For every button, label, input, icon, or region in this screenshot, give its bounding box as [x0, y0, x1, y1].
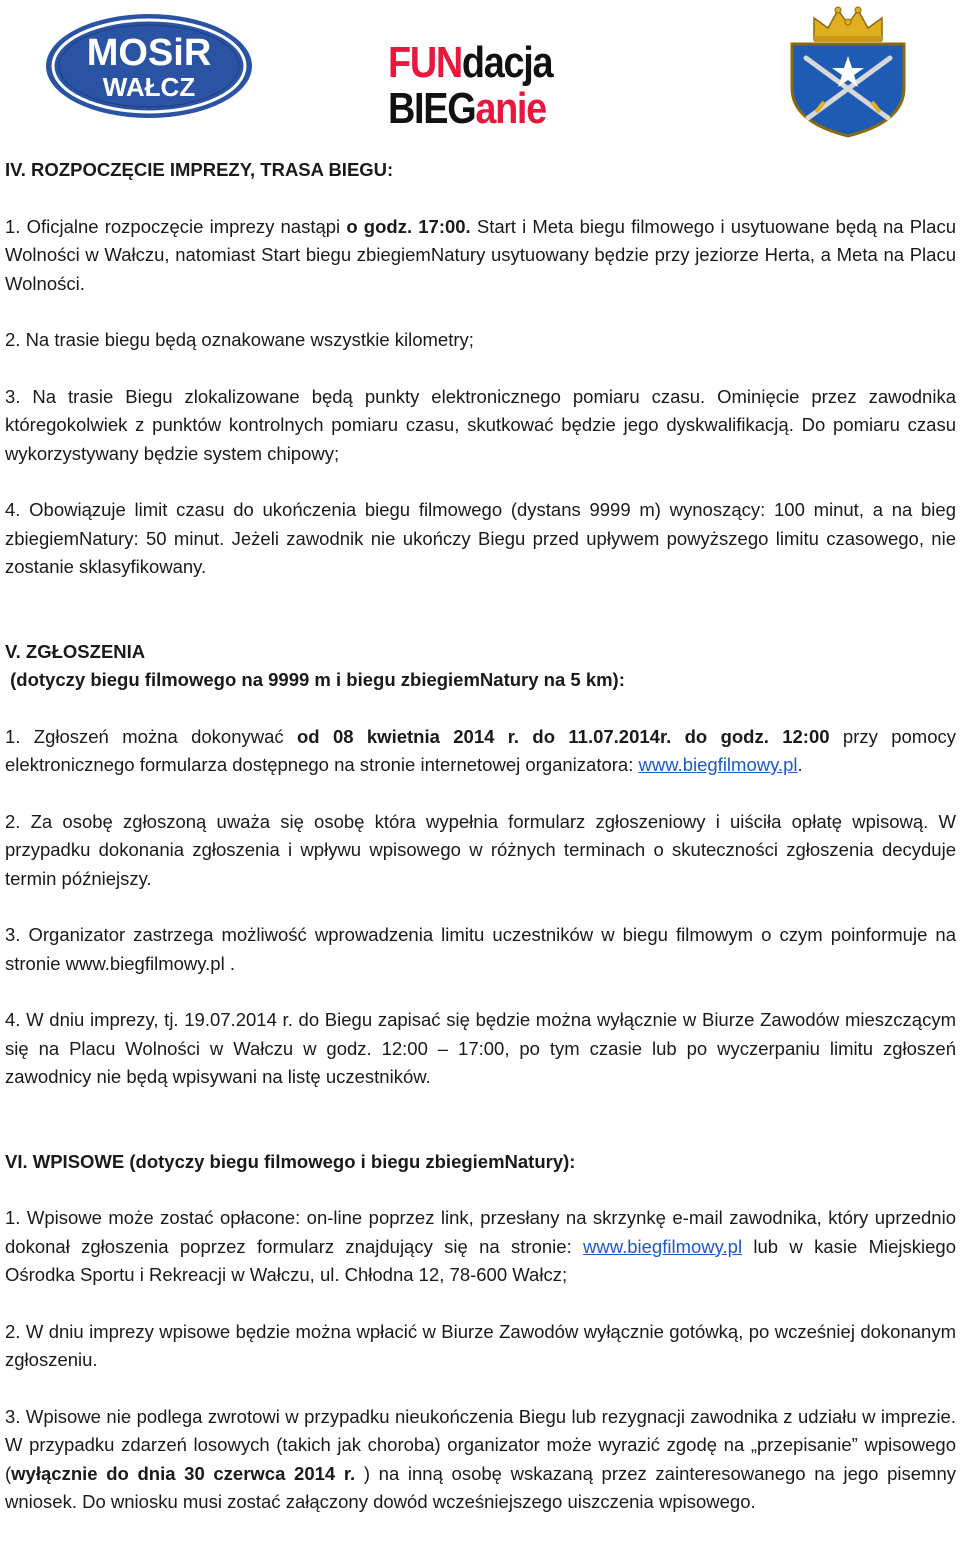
fundacja-bieganie-logo: [388, 40, 588, 136]
text: Start i Meta biegu filmowego i usytuowane będą na Placu Wolności w Wałczu, natomiast Start biegu zbiegiemNatury usytuowany będzie przy jeziorze Herta, a Meta na Placu Wolności.: [5, 215, 956, 294]
text: .: [797, 754, 803, 775]
section-4-paragraph-1: [5, 213, 956, 299]
mosir-text: MOSiR: [86, 32, 212, 74]
biegfilmowy-link[interactable]: www.biegfilmowy.pl: [583, 1235, 743, 1257]
section-5-paragraph-4: 4. W dniu imprezy, tj. 19.07.2014 r. do Biegu zapisać się będzie można wyłącznie w Biurze Zawodów mieszczącym się na Placu Wolności w Wałczu w godz. 12:00 – 17:00, po tym czasie lub po wyczerpaniu limitu zgłoszeń zawodnicy nie będą wpisywani na listę uczestników.: [5, 1009, 956, 1087]
section-6-paragraph-3: [5, 1403, 956, 1517]
fund-text-4: anie: [475, 84, 546, 133]
text: lub w kasie Miejskiego Ośrodka Sportu i Rekreacji w Wałczu, ul. Chłodna 12, 78-600 Wałcz;: [5, 1235, 956, 1285]
section-5-subheading: (dotyczy biegu filmowego na 9999 m i biegu zbiegiemNatury na 5 km):: [5, 669, 625, 690]
text: 1. Zgłoszeń można dokonywać: [5, 725, 297, 747]
section-4-paragraph-4: 4. Obowiązuje limit czasu do ukończenia biegu filmowego (dystans 9999 m) wynoszący: 100 minut, a na bieg zbiegiemNatury: 50 minut. Jeżeli zawodnik nie ukończy Biegu przed upływem powyższego limitu czasowego, nie zostanie sklasyfikowany.: [5, 499, 956, 577]
bold-time: o godz. 17:00.: [346, 215, 471, 237]
walcz-text: WAŁCZ: [102, 72, 196, 102]
bold-dates: od 08 kwietnia 2014 r. do 11.07.2014r. do godz. 12:00: [297, 725, 830, 747]
section-6-paragraph-2: 2. W dniu imprezy wpisowe będzie można wpłacić w Biurze Zawodów wyłącznie gotówką, po wcześniej dokonanym zgłoszeniu.: [5, 1320, 956, 1370]
section-6-paragraph-1: [5, 1204, 956, 1290]
section-5-heading: V. ZGŁOSZENIA: [5, 640, 146, 662]
fund-text-2: dacja: [461, 38, 553, 87]
biegfilmowy-link[interactable]: www.biegfilmowy.pl: [638, 754, 798, 775]
text: przy pomocy elektronicznego formularza dostępnego na stronie internetowej organizatora:: [5, 725, 957, 775]
header: [0, 0, 960, 150]
section-4-paragraph-3: [5, 383, 956, 469]
text: Ominięcie przez zawodnika któregokolwiek z punktów kontrolnych pomiaru czasu, skutkować będzie jego dyskwalifikacją. Do pomiaru czasu wykorzystywany będzie system chipowy;: [5, 385, 956, 464]
section-4-paragraph-2: 2. Na trasie biegu będą oznakowane wszystkie kilometry;: [5, 329, 474, 350]
text: 1. Oficjalne rozpoczęcie imprezy nastąpi: [5, 215, 347, 237]
fund-text-1: FUN: [388, 38, 462, 87]
bold-deadline: wyłącznie do dnia 30 czerwca 2014 r.: [11, 1462, 356, 1484]
section-6-heading: VI. WPISOWE (dotyczy biegu filmowego i biegu zbiegiemNatury):: [5, 1150, 576, 1172]
section-4-heading: IV. ROZPOCZĘCIE IMPREZY, TRASA BIEGU:: [5, 159, 394, 180]
section-5-paragraph-3: 3. Organizator zastrzega możliwość wprowadzenia limitu uczestników w biegu filmowym o czym poinformuje na stronie www.biegfilmowy.pl .: [5, 924, 956, 974]
mosir-walcz-logo: [44, 12, 254, 120]
section-5-paragraph-1: [5, 723, 956, 780]
text: 1. Wpisowe może zostać opłacone: on-line poprzez link, przesłany na skrzynkę e-mail zawodnika, który uprzednio dokonał zgłoszenia poprzez formularz znajdujący się na stronie:: [5, 1207, 956, 1257]
walcz-coat-of-arms-icon: [784, 0, 912, 138]
section-5-paragraph-2: 2. Za osobę zgłoszoną uważa się osobę która wypełnia formularz zgłoszeniowy i uiściła opłatę wpisową. W przypadku dokonania zgłoszenia i wpływu wpisowego w różnych terminach o skuteczności zgłoszenia decyduje termin późniejszy.: [5, 810, 956, 889]
text: ) na inną osobę wskazaną przez zainteresowanego na jego pisemny wniosek. Do wniosku musi zostać załączony dowód wcześniejszego uiszczenia wpisowego.: [5, 1462, 956, 1512]
fund-text-3: BIEG: [388, 84, 476, 133]
document-content: [5, 156, 956, 1517]
text: 3. Wpisowe nie podlega zwrotowi w przypadku nieukończenia Biegu lub rezygnacji zawodnika z udziału w imprezie. W przypadku zdarzeń losowych (takich jak choroba) organizator może wyrazić zgodę na „przepisanie” wpisowego (: [5, 1405, 956, 1484]
text: 3. Na trasie Biegu zlokalizowane będą punkty elektronicznego pomiaru czasu.: [5, 385, 706, 407]
